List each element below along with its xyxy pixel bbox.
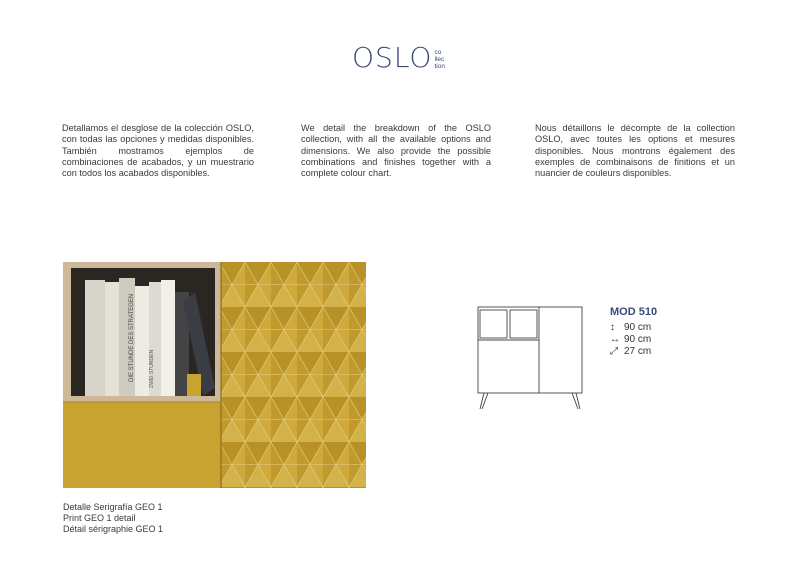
caption-spanish: Detalle Serigrafía GEO 1	[63, 502, 163, 512]
photo-caption	[63, 502, 163, 535]
oslo-collection-logo	[352, 41, 445, 74]
intro-text-spanish: Detallamos el desglose de la colección OSLO, con todas las opciones y medidas disponibles. También mostramos ejemplos de combinaciones de acabados, y un muestrario con todos los acabados disponibles.	[62, 123, 254, 178]
product-spec	[610, 306, 657, 358]
depth-arrow-icon: ⤢	[610, 346, 618, 357]
width-spec: ↔ 90 cm	[610, 334, 652, 345]
height-spec: ↕ 90 cm	[610, 322, 652, 333]
geo-print-detail-photo	[63, 262, 366, 488]
model-name: MOD 510	[610, 306, 658, 318]
book	[105, 282, 119, 396]
width-arrow-icon: ↔	[610, 334, 620, 345]
book	[135, 286, 149, 396]
book	[161, 280, 175, 396]
mod-510-line-drawing	[474, 305, 586, 418]
logo-collection-label: co llec tion	[434, 48, 445, 70]
caption-english: Print GEO 1 detail	[63, 513, 136, 523]
caption-french: Détail sérigraphie GEO 1	[63, 524, 164, 534]
book	[85, 280, 105, 396]
intro-text-french: Nous détaillons le décompte de la collection OSLO, avec toutes les options et mesures disponibles. Nous montrons également des exemples de combinaisons de finitions et un nuancier de couleurs disponibles.	[535, 123, 735, 178]
intro-text-english: We detail the breakdown of the OSLO collection, with all the available options and dimensions. We also provide the possible combinations and finishes together with a complete colour chart.	[301, 123, 491, 178]
book-spine-title: ZWEI STUNDEN	[149, 349, 155, 388]
book-spine-title: DIE STUNDE DES STRATEGEN	[129, 293, 135, 382]
height-arrow-icon: ↕	[610, 322, 615, 333]
logo-word: OSLO	[352, 41, 433, 74]
depth-spec: ⤢ 27 cm	[610, 346, 652, 357]
